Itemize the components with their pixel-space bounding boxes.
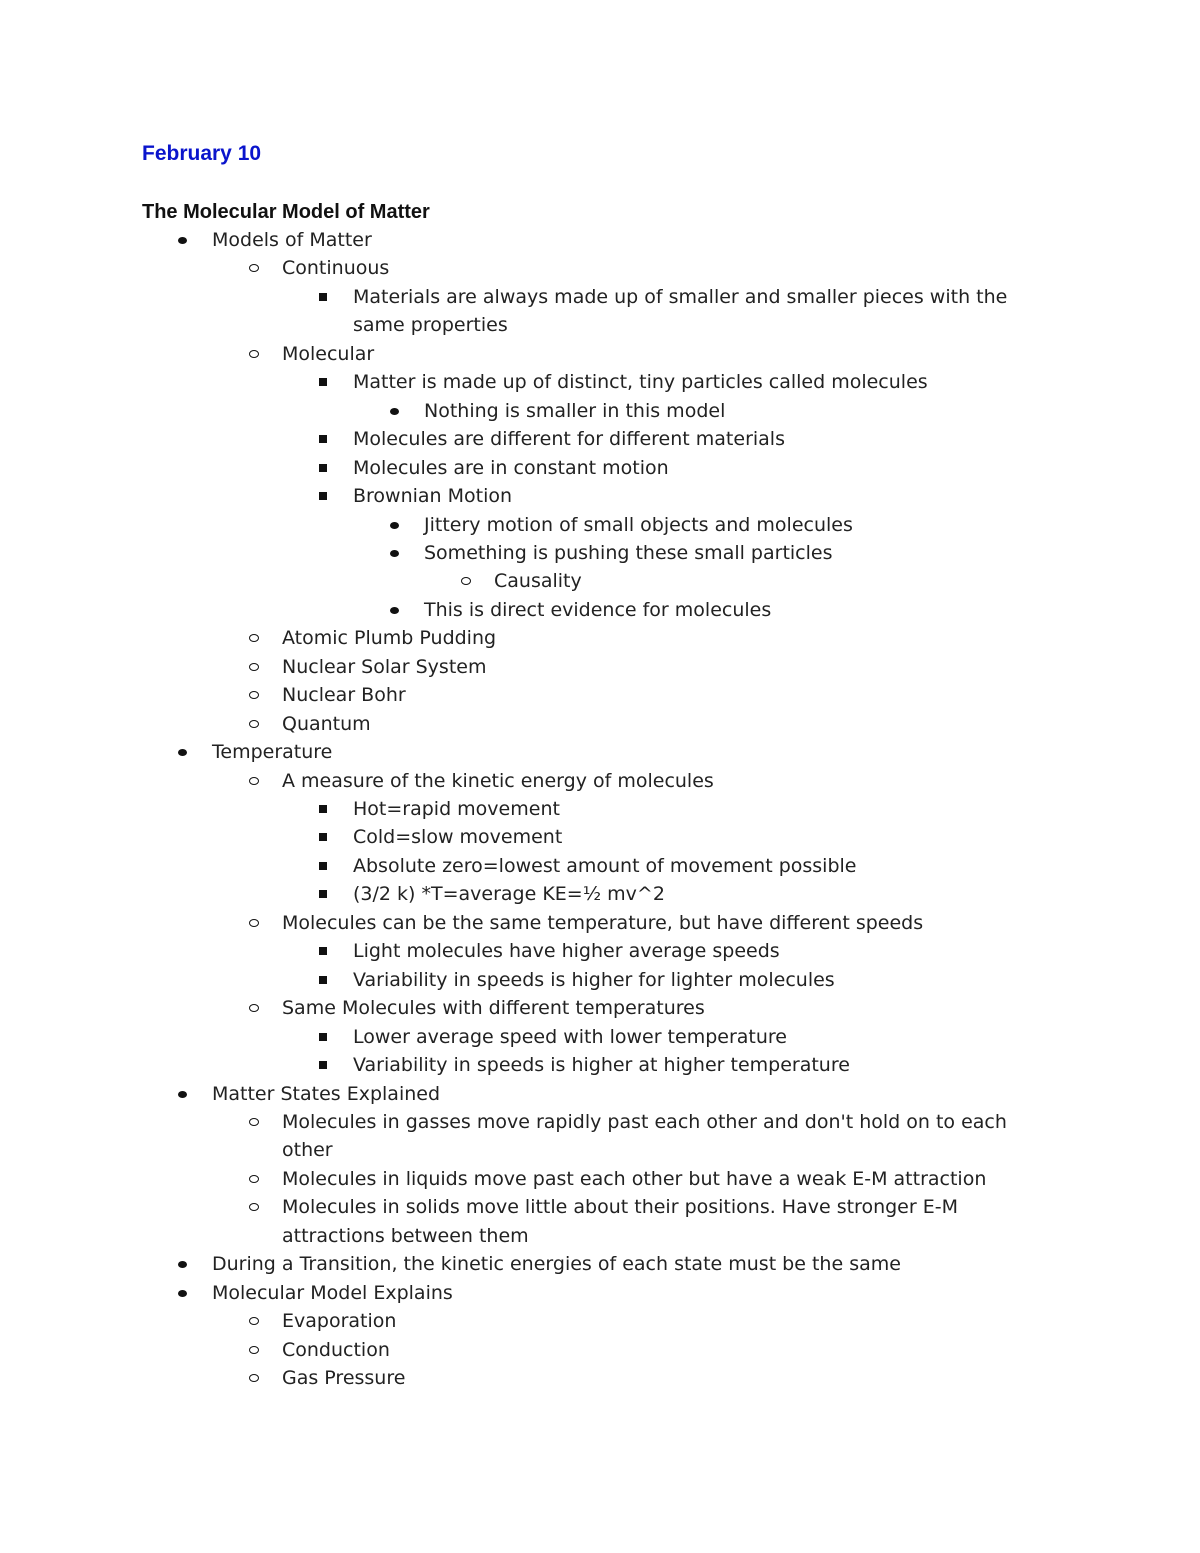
outline-text: Nuclear Bohr [282, 684, 406, 706]
bullet-square-icon [319, 833, 327, 841]
bullet-circle-icon [249, 777, 259, 785]
outline-line [0, 823, 1200, 851]
outline-line [0, 482, 1200, 510]
outline-line [0, 368, 1200, 396]
bullet-square-icon [319, 492, 327, 500]
bullet-disc-icon [178, 1091, 187, 1098]
bullet-square-icon [319, 464, 327, 472]
outline-text: Hot=rapid movement [353, 798, 560, 820]
bullet-circle-icon [249, 1374, 259, 1382]
date-heading: February 10 [142, 142, 262, 165]
bullet-circle-icon [249, 691, 259, 699]
bullet-circle-icon [249, 1175, 259, 1183]
outline-text: (3/2 k) *T=average KE=½ mv^2 [353, 883, 665, 905]
bullet-circle-icon [249, 350, 259, 358]
outline-line [0, 254, 1200, 282]
bullet-circle-icon [249, 1118, 259, 1126]
outline-line [0, 1080, 1200, 1108]
outline-line [0, 1136, 1200, 1164]
outline-text: Molecules in liquids move past each other but have a weak E-M attraction [282, 1168, 987, 1190]
bullet-square-icon [319, 1061, 327, 1069]
outline-text: During a Transition, the kinetic energies of each state must be the same [212, 1253, 901, 1275]
outline-line [0, 311, 1200, 339]
bullet-circle-icon [461, 577, 471, 585]
outline-line [0, 880, 1200, 908]
outline-text: Jittery motion of small objects and molecules [424, 514, 853, 536]
outline-text: Cold=slow movement [353, 826, 563, 848]
bullet-circle-icon [249, 663, 259, 671]
outline-line [0, 1108, 1200, 1136]
bullet-circle-icon [249, 634, 259, 642]
bullet-disc-icon [178, 749, 187, 756]
outline-text: Molecules can be the same temperature, but have different speeds [282, 912, 924, 934]
outline-line [0, 1364, 1200, 1392]
outline-line [0, 738, 1200, 766]
outline-text: Molecular Model Explains [212, 1282, 453, 1304]
outline-line [0, 909, 1200, 937]
outline-text: Something is pushing these small particles [424, 542, 833, 564]
outline-line [0, 852, 1200, 880]
outline-text: Atomic Plumb Pudding [282, 627, 497, 649]
outline-line [0, 681, 1200, 709]
bullet-disc-icon [178, 1261, 187, 1268]
outline-line [0, 511, 1200, 539]
outline-text: Nothing is smaller in this model [424, 400, 726, 422]
bullet-disc-icon [178, 237, 187, 244]
bullet-square-icon [319, 890, 327, 898]
bullet-disc-icon [178, 1290, 187, 1297]
outline-text: Molecular [282, 343, 375, 365]
outline-line [0, 1023, 1200, 1051]
outline-text: other [282, 1139, 333, 1161]
outline-line [0, 624, 1200, 652]
outline-text: Models of Matter [212, 229, 372, 251]
outline-line [0, 226, 1200, 254]
outline-text: Matter States Explained [212, 1083, 441, 1105]
outline-line [0, 567, 1200, 595]
outline-line [0, 425, 1200, 453]
outline-text: Matter is made up of distinct, tiny particles called molecules [353, 371, 928, 393]
outline-line [0, 966, 1200, 994]
outline-text: Variability in speeds is higher for lighter molecules [353, 969, 835, 991]
outline-text: This is direct evidence for molecules [424, 599, 772, 621]
bullet-circle-icon [249, 720, 259, 728]
bullet-circle-icon [249, 264, 259, 272]
bullet-square-icon [319, 378, 327, 386]
outline-line [0, 283, 1200, 311]
outline-text: Continuous [282, 257, 390, 279]
bullet-square-icon [319, 862, 327, 870]
outline-text: Temperature [212, 741, 333, 763]
outline-line [0, 539, 1200, 567]
bullet-disc-icon [390, 550, 399, 557]
outline-line [0, 1250, 1200, 1278]
bullet-square-icon [319, 293, 327, 301]
outline-text: Evaporation [282, 1310, 397, 1332]
bullet-circle-icon [249, 919, 259, 927]
section-title: The Molecular Model of Matter [142, 201, 430, 223]
outline-text: Molecules in gasses move rapidly past each other and don't hold on to each [282, 1111, 1007, 1133]
outline-text: Absolute zero=lowest amount of movement possible [353, 855, 857, 877]
outline-line [0, 795, 1200, 823]
outline-line [0, 454, 1200, 482]
bullet-square-icon [319, 947, 327, 955]
outline-line [0, 767, 1200, 795]
bullet-circle-icon [249, 1346, 259, 1354]
outline-text: Brownian Motion [353, 485, 513, 507]
bullet-circle-icon [249, 1004, 259, 1012]
bullet-square-icon [319, 976, 327, 984]
outline-text: Quantum [282, 713, 371, 735]
outline-line [0, 596, 1200, 624]
outline-line [0, 1165, 1200, 1193]
outline-line [0, 994, 1200, 1022]
outline-text: Light molecules have higher average speeds [353, 940, 780, 962]
bullet-disc-icon [390, 522, 399, 529]
outline-line [0, 1222, 1200, 1250]
outline-text: Molecules are different for different materials [353, 428, 785, 450]
outline-line [0, 340, 1200, 368]
bullet-disc-icon [390, 607, 399, 614]
outline-line [0, 1307, 1200, 1335]
outline-text: Variability in speeds is higher at higher temperature [353, 1054, 850, 1076]
outline-line [0, 653, 1200, 681]
outline-line [0, 1336, 1200, 1364]
outline-text: A measure of the kinetic energy of molecules [282, 770, 714, 792]
outline-line [0, 1193, 1200, 1221]
outline-text: Molecules are in constant motion [353, 457, 669, 479]
outline-text: Nuclear Solar System [282, 656, 487, 678]
outline-line [0, 937, 1200, 965]
outline-line [0, 1279, 1200, 1307]
outline-text: Lower average speed with lower temperature [353, 1026, 787, 1048]
bullet-square-icon [319, 1033, 327, 1041]
outline-text: attractions between them [282, 1225, 529, 1247]
outline-text: Molecules in solids move little about their positions. Have stronger E-M [282, 1196, 958, 1218]
bullet-square-icon [319, 805, 327, 813]
outline-text: Causality [494, 570, 582, 592]
outline-text: Conduction [282, 1339, 390, 1361]
outline-line [0, 397, 1200, 425]
bullet-square-icon [319, 435, 327, 443]
outline-text: Same Molecules with different temperatures [282, 997, 705, 1019]
outline-text: Materials are always made up of smaller and smaller pieces with the [353, 286, 1008, 308]
outline-line [0, 1051, 1200, 1079]
bullet-circle-icon [249, 1317, 259, 1325]
outline-text: Gas Pressure [282, 1367, 406, 1389]
bullet-disc-icon [390, 408, 399, 415]
outline-text: same properties [353, 314, 508, 336]
outline-line [0, 710, 1200, 738]
bullet-circle-icon [249, 1203, 259, 1211]
